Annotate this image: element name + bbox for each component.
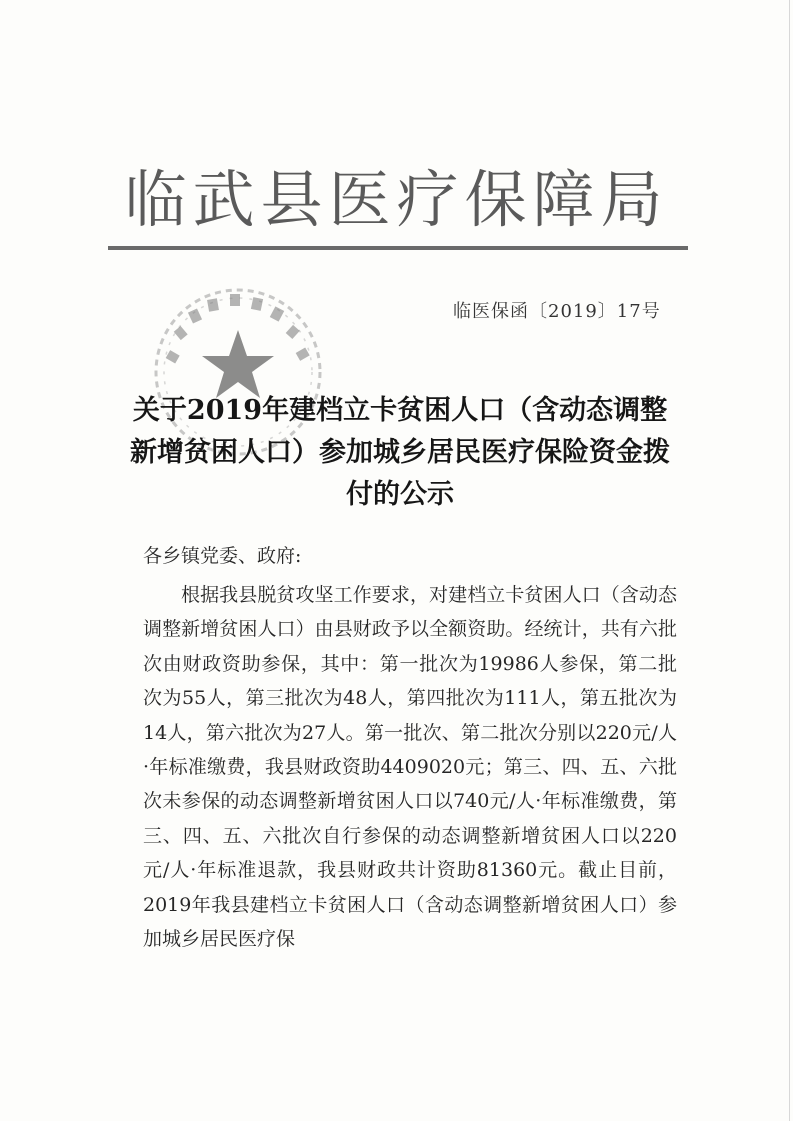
notice-title: 关于2019年建档立卡贫困人口（含动态调整新增贫困人口）参加城乡居民医疗保险资金拨付的公示 (130, 395, 670, 510)
body-paragraph: 根据我县脱贫攻坚工作要求，对建档立卡贫困人口（含动态调整新增贫困人口）由县财政予以全额资助。经统计，共有六批次由财政资助参保，其中：第一批次为19986人参保，第二批次为55人，第三批次为48人，第四批次为111人，第五批次为14人，第六批次为27人。第一批次、第二批次分别以220元/人·年标准缴费，我县财政资助4409020元；第三、四、五、六批次未参保的动态调整新增贫困人口以740元/人·年标准缴费，第三、四、五、六批次自行参保的动态调整新增贫困人口以220元/人·年标准退款，我县财政共计资助81360元。截止目前，2019年我县建档立卡贫困人口（含动态调整新增贫困人口）参加城乡居民医疗保 (143, 584, 677, 951)
header-rule (108, 246, 688, 250)
document-number: 临医保函〔2019〕17号 (453, 301, 661, 322)
salutation: 各乡镇党委、政府: (143, 545, 302, 567)
agency-name: 临武县医疗保障局 (124, 163, 669, 236)
